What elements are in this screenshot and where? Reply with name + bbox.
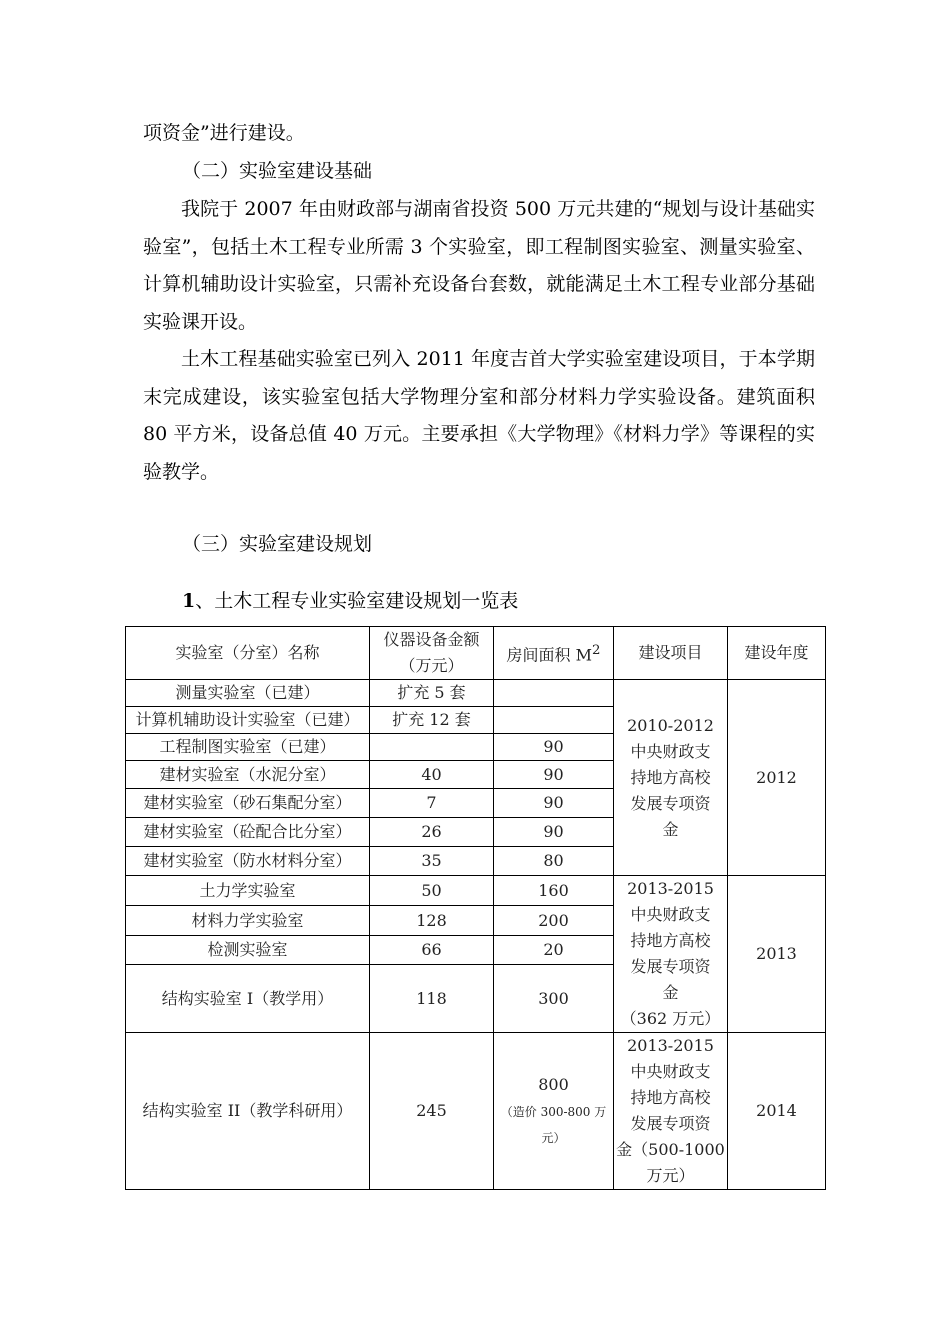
year-cell-group-2: 2013 <box>728 876 826 1033</box>
equipment-cell: 40 <box>370 761 494 789</box>
section2-paragraph-2: 土木工程基础实验室已列入 2011 年度吉首大学实验室建设项目，于本学期末完成建设，该实验室包括大学物理分室和部分材料力学实验设备。建筑面积 80 平方米，设备总值 40 万元。主要承担《大学物理》《材料力学》等课程的实验教学。 <box>143 348 815 483</box>
project-line: 万元） <box>646 1166 695 1185</box>
header-lab-name: 实验室（分室）名称 <box>126 627 370 680</box>
year-cell-group-3: 2014 <box>728 1033 826 1190</box>
lab-name-cell: 结构实验室 II（教学科研用） <box>126 1033 370 1190</box>
lab-name-cell: 建材实验室（防水材料分室） <box>126 847 370 876</box>
lab-name-cell: 测量实验室（已建） <box>126 680 370 707</box>
project-line: （362 万元） <box>620 1009 721 1028</box>
lab-name-cell: 工程制图实验室（已建） <box>126 734 370 761</box>
equipment-cell: 50 <box>370 876 494 906</box>
lab-name-cell: 建材实验室（水泥分室） <box>126 761 370 789</box>
area-cell <box>494 707 614 734</box>
table-row <box>126 680 826 707</box>
table-row <box>126 1033 826 1190</box>
equipment-cell <box>370 734 494 761</box>
lab-name-cell: 土力学实验室 <box>126 876 370 906</box>
table-row <box>126 876 826 906</box>
header-area-sup: 2 <box>592 642 601 658</box>
lab-plan-table <box>125 626 826 1190</box>
area-cell: 90 <box>494 734 614 761</box>
area-cost-note: （造价 300-800 万元） <box>500 1105 607 1145</box>
section2-heading: （二）实验室建设基础 <box>182 160 373 182</box>
area-cell: 80 <box>494 847 614 876</box>
project-line: 持地方高校 <box>630 767 711 787</box>
area-cell <box>494 680 614 707</box>
equipment-cell: 35 <box>370 847 494 876</box>
area-cell <box>494 1033 614 1190</box>
table-title-number: 1 <box>182 590 196 612</box>
header-project: 建设项目 <box>614 627 728 680</box>
equipment-cell: 扩充 5 套 <box>370 680 494 707</box>
project-line: 2013-2015 <box>627 1036 714 1055</box>
lab-name-cell: 检测实验室 <box>126 936 370 965</box>
equipment-cell: 128 <box>370 906 494 936</box>
project-line: 发展专项资 <box>630 957 711 976</box>
project-line: 中央财政支 <box>630 905 711 924</box>
lab-name-cell: 计算机辅助设计实验室（已建） <box>126 707 370 734</box>
area-cell: 90 <box>494 789 614 818</box>
equipment-cell: 66 <box>370 936 494 965</box>
project-line: 中央财政支 <box>630 1062 711 1081</box>
area-value: 800 <box>538 1075 569 1094</box>
project-line: 2013-2015 <box>627 879 714 898</box>
table-header-row <box>126 627 826 680</box>
intro-tail: 项资金”进行建设。 <box>143 122 305 144</box>
lab-name-cell: 材料力学实验室 <box>126 906 370 936</box>
lab-name-cell: 建材实验室（砂石集配分室） <box>126 789 370 818</box>
header-equip-line2: （万元） <box>399 656 464 675</box>
area-cell: 90 <box>494 818 614 847</box>
area-cell: 20 <box>494 936 614 965</box>
project-line: 金 <box>662 983 679 1002</box>
project-line: 发展专项资 <box>630 1114 711 1133</box>
header-room-area <box>494 627 614 680</box>
project-line: 金 <box>662 819 679 839</box>
year-cell-group-1: 2012 <box>728 680 826 876</box>
area-cell: 90 <box>494 761 614 789</box>
section3-heading: （三）实验室建设规划 <box>182 533 373 555</box>
header-equip-line1: 仪器设备金额 <box>383 630 480 649</box>
header-equipment-amount <box>370 627 494 680</box>
header-area-label: 房间面积 M <box>506 645 592 665</box>
project-line: 金（500-1000 <box>616 1140 725 1159</box>
project-line: 持地方高校 <box>630 1088 711 1107</box>
lab-name-cell: 结构实验室 I（教学用） <box>126 965 370 1033</box>
project-line: 2010-2012 <box>627 715 714 735</box>
table-title <box>182 585 518 617</box>
equipment-cell: 118 <box>370 965 494 1033</box>
equipment-cell: 扩充 12 套 <box>370 707 494 734</box>
equipment-cell: 7 <box>370 789 494 818</box>
area-cell: 300 <box>494 965 614 1033</box>
equipment-cell: 26 <box>370 818 494 847</box>
lab-name-cell: 建材实验室（砼配合比分室） <box>126 818 370 847</box>
area-cell: 200 <box>494 906 614 936</box>
project-cell-group-1 <box>614 680 728 876</box>
project-cell-group-2 <box>614 876 728 1033</box>
project-cell-group-3 <box>614 1033 728 1190</box>
project-line: 持地方高校 <box>630 931 711 950</box>
project-line: 发展专项资 <box>630 793 711 813</box>
table-title-text: 、土木工程专业实验室建设规划一览表 <box>195 590 519 612</box>
header-year: 建设年度 <box>728 627 826 680</box>
project-line: 中央财政支 <box>630 741 711 761</box>
section2-paragraph-1: 我院于 2007 年由财政部与湖南省投资 500 万元共建的“规划与设计基础实验室”，包括土木工程专业所需 3 个实验室，即工程制图实验室、测量实验室、计算机辅助设计实验室，只需补充设备台套数，就能满足土木工程专业部分基础实验课开设。 <box>143 198 815 333</box>
equipment-cell: 245 <box>370 1033 494 1190</box>
area-cell: 160 <box>494 876 614 906</box>
